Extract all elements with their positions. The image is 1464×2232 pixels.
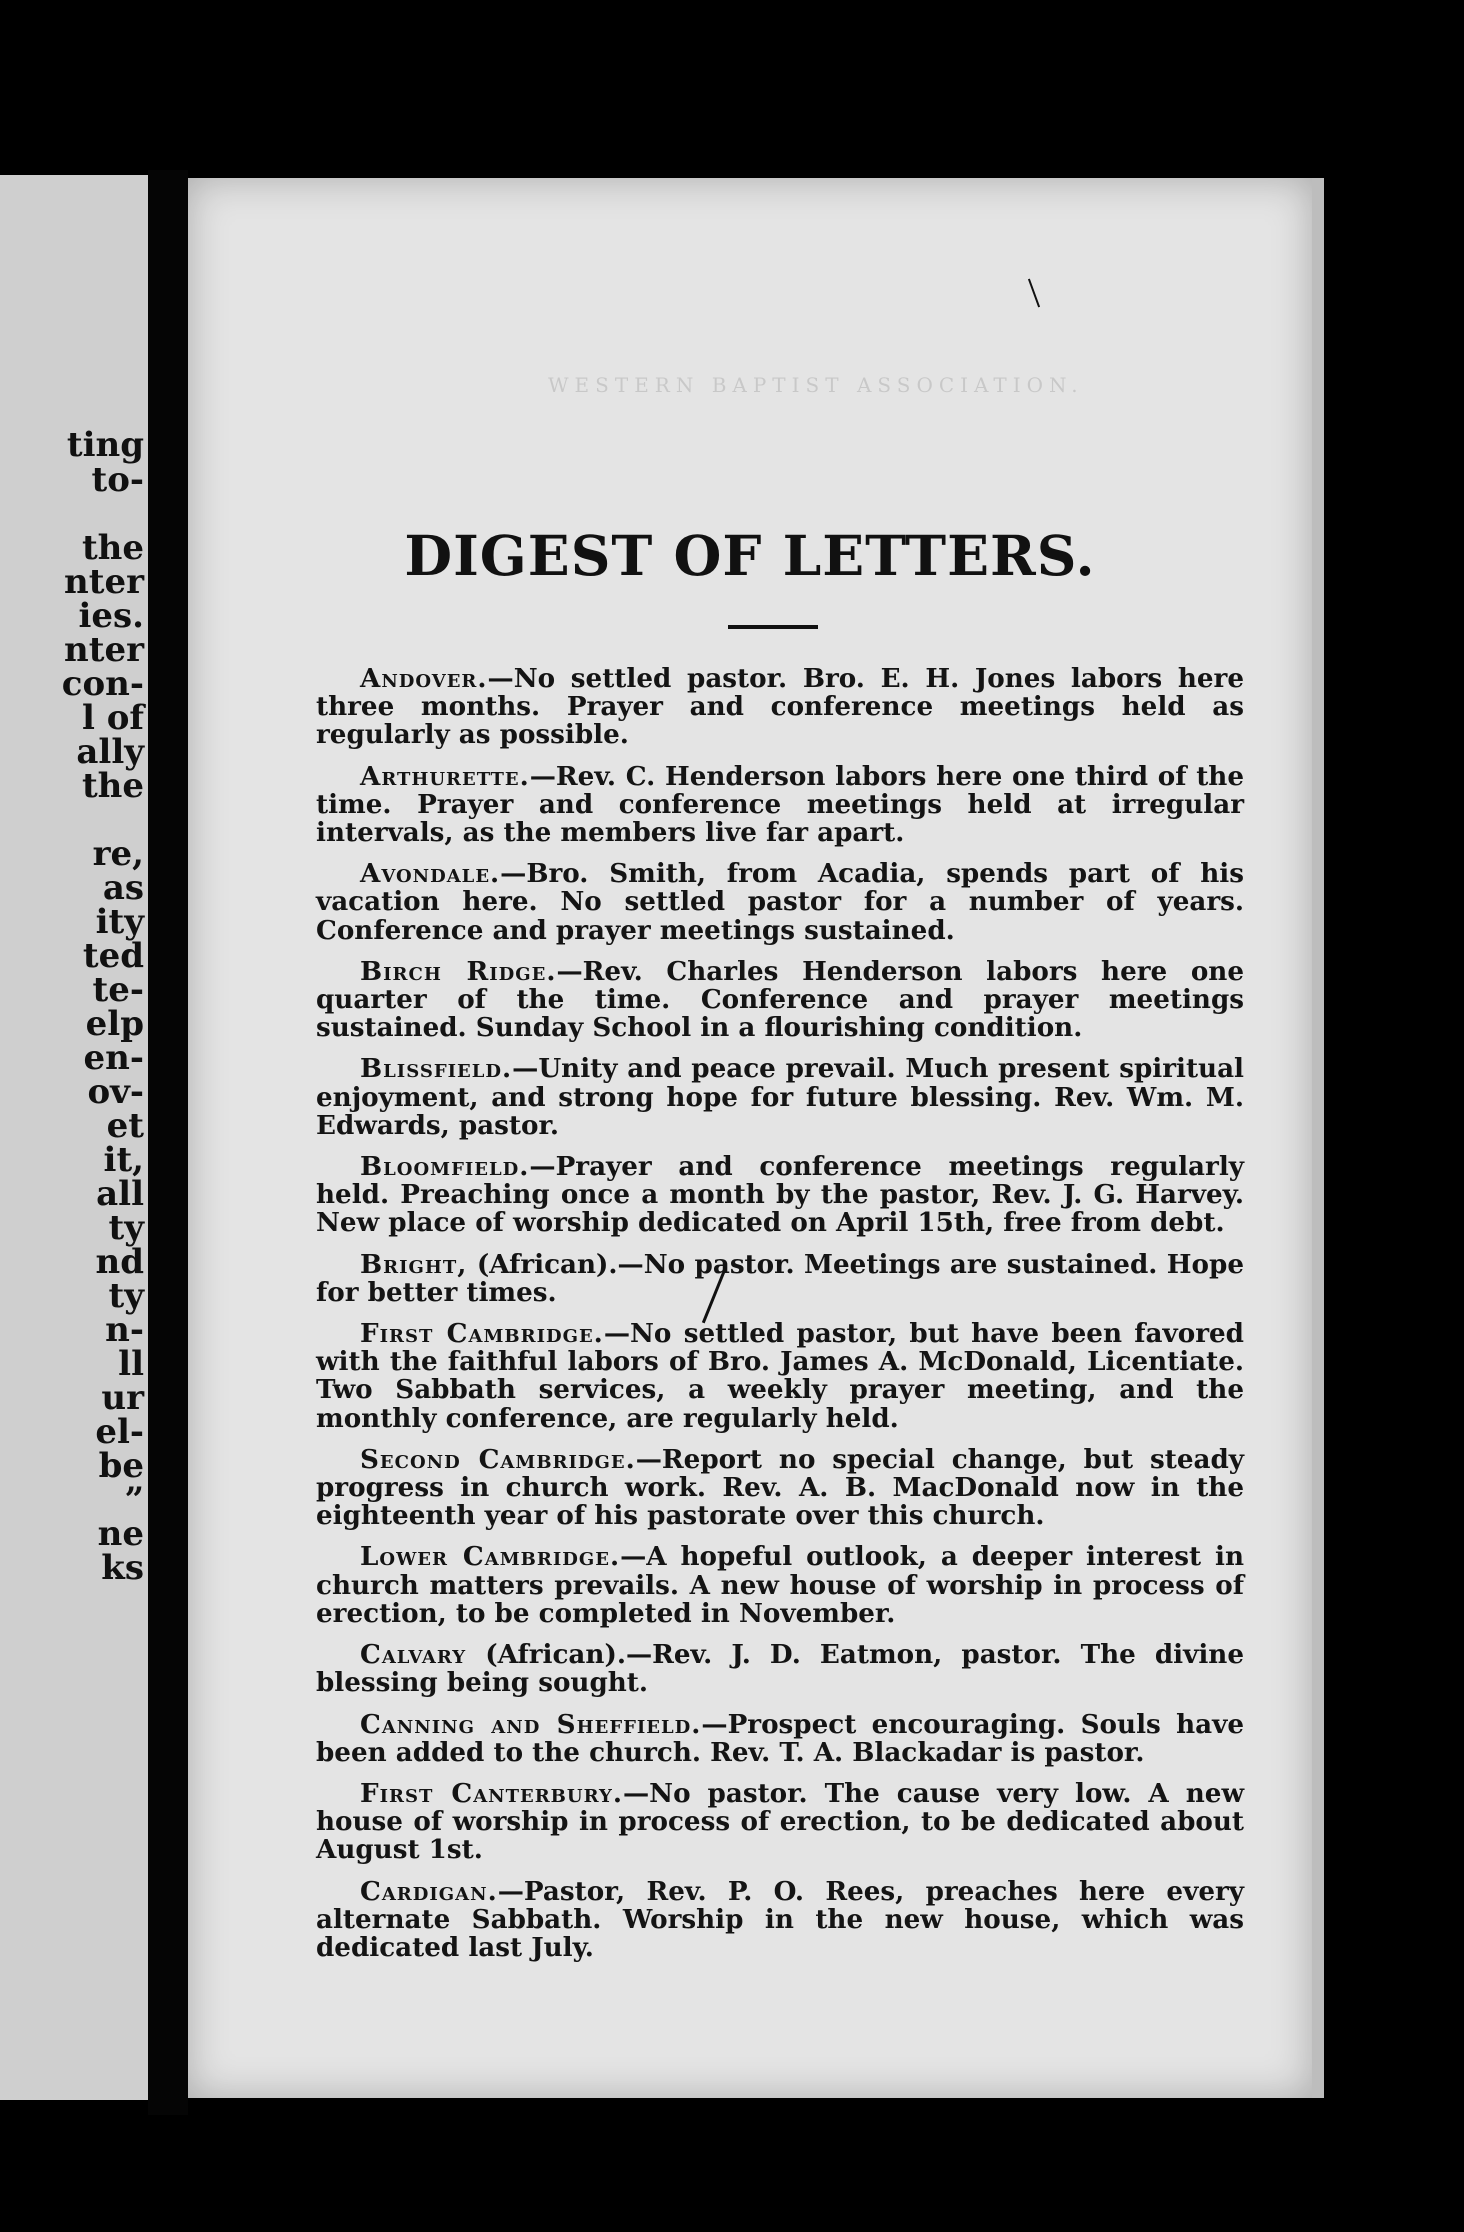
church-name: Lower Cambridge. <box>360 1541 621 1573</box>
letters-list <box>316 665 1244 1975</box>
facing-page-line: ks <box>101 1548 144 1588</box>
facing-page-line: con- <box>61 664 144 704</box>
letter-entry <box>316 1248 1244 1308</box>
entry-text: —No settled pastor. Bro. E. H. Jones labors here three months. Prayer and conference meetings held as regularly as possible. <box>316 663 1244 751</box>
church-name: Birch Ridge. <box>360 955 557 987</box>
church-name: First Canterbury. <box>360 1777 623 1809</box>
letter-entry <box>316 665 1244 750</box>
letter-entry <box>316 1708 1244 1768</box>
church-name: Calvary <box>360 1639 467 1671</box>
facing-page-line: the <box>81 528 144 568</box>
book-gutter <box>148 170 188 2115</box>
letter-entry <box>316 860 1244 945</box>
facing-page-line: the <box>81 766 144 806</box>
church-name: Bloomfield. <box>360 1151 530 1183</box>
facing-page-line: ally <box>76 732 144 772</box>
letter-entry <box>316 1320 1244 1433</box>
church-name: Blissfield. <box>360 1053 513 1085</box>
entry-text: —A hopeful outlook, a deeper interest in church matters prevails. A new house of worship in process of erection, to be completed in November. <box>316 1541 1244 1629</box>
bleed-through-text: WESTERN BAPTIST ASSOCIATION. <box>548 373 1084 397</box>
facing-page-line: et <box>106 1106 144 1146</box>
facing-page-line: nter <box>64 630 144 670</box>
church-name: Arthurette. <box>360 760 530 792</box>
page-title: DIGEST OF LETTERS. <box>404 523 1096 588</box>
facing-page-line: as <box>102 868 144 908</box>
entry-text: —Report no special change, but steady progress in church work. Rev. A. B. MacDonald now in the eighteenth year of his pastorate over this church. <box>316 1443 1244 1532</box>
entry-text: —Rev. Charles Henderson labors here one quarter of the time. Conference and prayer meetings sustained. Sunday School in a flourishing condition. <box>316 955 1244 1044</box>
letter-entry <box>316 760 1244 849</box>
facing-page-line: to- <box>91 460 144 500</box>
entry-text: —Rev. C. Henderson labors here one third of the time. Prayer and conference meetings held at irregular intervals, as the members live far apart. <box>316 760 1244 849</box>
facing-page-line: it, <box>103 1140 144 1180</box>
entry-text: (African).—No pastor. Meetings are sustained. Hope for better times. <box>316 1248 1244 1308</box>
facing-page-line: el- <box>95 1412 144 1452</box>
facing-page-line: all <box>96 1174 144 1214</box>
facing-page-line: n- <box>105 1310 144 1350</box>
facing-page-line: ity <box>95 902 144 942</box>
church-name: First Cambridge. <box>360 1318 604 1350</box>
letter-entry <box>316 1543 1244 1628</box>
pencil-mark <box>1028 279 1040 308</box>
facing-page-line: ting <box>66 425 144 465</box>
entry-text: (African).—Rev. J. D. Eatmon, pastor. The divine blessing being sought. <box>316 1639 1244 1699</box>
facing-page-line: ov- <box>87 1072 144 1112</box>
facing-page-fragment <box>0 175 148 2100</box>
church-name: Avondale. <box>360 858 501 890</box>
church-name: Cardigan. <box>360 1875 498 1907</box>
facing-page-line: ies. <box>78 596 144 636</box>
letter-entry <box>316 1153 1244 1238</box>
entry-text: —Prayer and conference meetings regularly held. Preaching once a month by the pastor, Rev. J. G. Harvey. New place of worship dedicated on April 15th, free from debt. <box>316 1151 1244 1239</box>
entry-text: —Unity and peace prevail. Much present spiritual enjoyment, and strong hope for future blessing. Rev. Wm. M. Edwards, pastor. <box>316 1053 1244 1141</box>
facing-page-line: en- <box>83 1038 144 1078</box>
facing-page-line: nter <box>64 562 144 602</box>
church-name: Canning and Sheffield. <box>360 1708 702 1740</box>
facing-page-line: l of <box>81 698 144 738</box>
entry-text: —Prospect encouraging. Souls have been added to the church. Rev. T. A. Blackadar is pastor. <box>316 1708 1244 1768</box>
document-page <box>188 178 1312 2098</box>
church-name: Andover. <box>360 663 488 694</box>
letter-entry <box>316 1443 1244 1532</box>
letter-entry <box>316 955 1244 1044</box>
facing-page-line: ” <box>124 1480 144 1520</box>
facing-page-line: ted <box>82 936 144 976</box>
facing-page-line: re, <box>92 834 144 874</box>
facing-page-line: be <box>98 1446 144 1486</box>
church-name: Bright, <box>360 1248 468 1280</box>
letter-entry <box>316 1055 1244 1140</box>
entry-text: —Bro. Smith, from Acadia, spends part of his vacation here. No settled pastor for a number of years. Conference and prayer meetings sustained. <box>316 858 1244 946</box>
facing-page-line: nd <box>95 1242 144 1282</box>
church-name: Second Cambridge. <box>360 1443 636 1475</box>
facing-page-line: ur <box>101 1378 144 1418</box>
entry-text: —Pastor, Rev. P. O. Rees, preaches here every alternate Sabbath. Worship in the new house, which was dedicated last July. <box>316 1875 1244 1963</box>
facing-page-line: ne <box>97 1514 144 1554</box>
entry-text: —No pastor. The cause very low. A new house of worship in process of erection, to be dedicated about August 1st. <box>316 1777 1244 1866</box>
facing-page-line: ty <box>108 1208 144 1248</box>
title-rule <box>728 625 818 629</box>
letter-entry <box>316 1777 1244 1866</box>
facing-page-line: te- <box>92 970 144 1010</box>
page-edge <box>1312 178 1324 2098</box>
entry-text: —No settled pastor, but have been favored with the faithful labors of Bro. James A. McDonald, Licentiate. Two Sabbath services, a weekly prayer meeting, and the monthly conference, are regularly held. <box>316 1318 1244 1434</box>
letter-entry <box>316 1875 1244 1963</box>
letter-entry <box>316 1641 1244 1697</box>
facing-page-line: ty <box>108 1276 144 1316</box>
facing-page-line: elp <box>85 1004 144 1044</box>
facing-page-line: ll <box>118 1344 144 1384</box>
